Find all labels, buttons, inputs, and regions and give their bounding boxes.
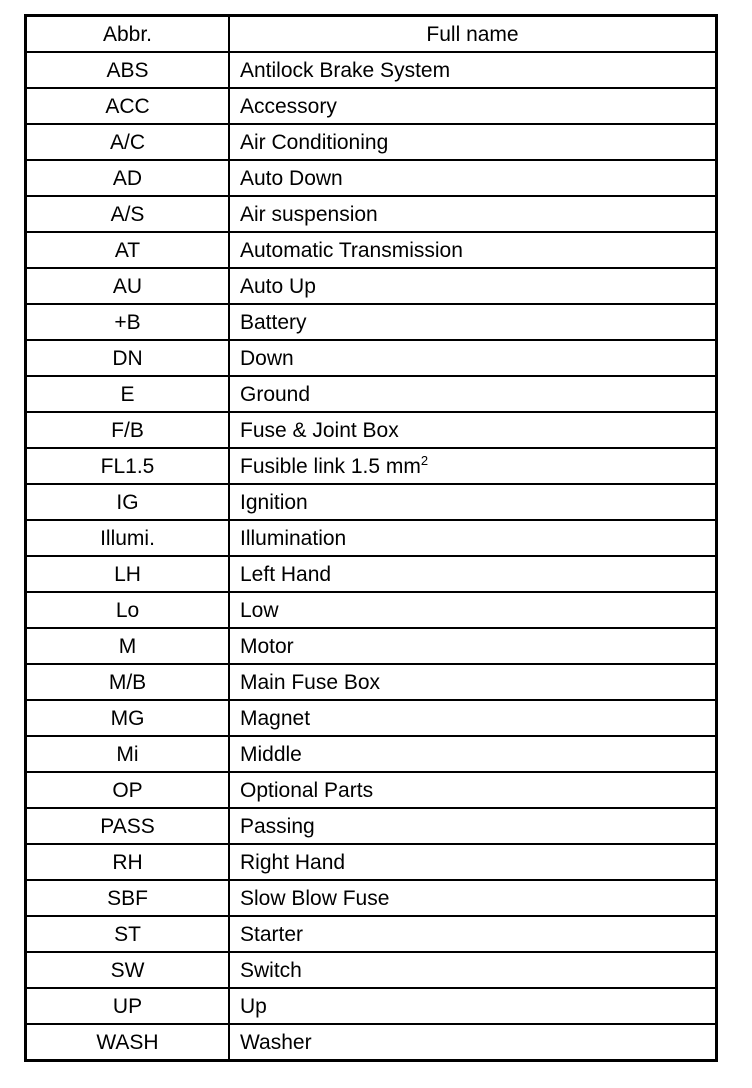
abbr-cell: M <box>26 628 230 664</box>
full-name-text: Fuse & Joint Box <box>240 418 399 442</box>
abbr-cell: +B <box>26 304 230 340</box>
full-name-cell <box>229 484 717 520</box>
abbr-cell: SBF <box>26 880 230 916</box>
full-name-text: Accessory <box>240 94 337 118</box>
abbr-cell: F/B <box>26 412 230 448</box>
abbr-cell: AT <box>26 232 230 268</box>
full-name-cell <box>229 52 717 88</box>
abbr-cell: IG <box>26 484 230 520</box>
full-name-text: Slow Blow Fuse <box>240 886 390 910</box>
abbr-cell: PASS <box>26 808 230 844</box>
full-name-text: Up <box>240 994 267 1018</box>
abbr-cell: E <box>26 376 230 412</box>
table-row <box>26 664 717 700</box>
full-name-cell <box>229 700 717 736</box>
full-name-cell <box>229 448 717 484</box>
table-row <box>26 160 717 196</box>
full-name-cell <box>229 268 717 304</box>
abbr-cell: ACC <box>26 88 230 124</box>
abbr-cell: Lo <box>26 592 230 628</box>
full-name-text: Low <box>240 598 279 622</box>
full-name-text: Fusible link 1.5 mm <box>240 454 421 478</box>
table-row <box>26 376 717 412</box>
full-name-cell <box>229 880 717 916</box>
table-row <box>26 304 717 340</box>
abbr-cell: RH <box>26 844 230 880</box>
abbr-cell: Mi <box>26 736 230 772</box>
table-row <box>26 520 717 556</box>
table-row <box>26 952 717 988</box>
table-row <box>26 592 717 628</box>
table-row <box>26 484 717 520</box>
full-name-text: Switch <box>240 958 302 982</box>
full-name-cell <box>229 664 717 700</box>
table-row <box>26 124 717 160</box>
table-row <box>26 916 717 952</box>
full-name-text: Ignition <box>240 490 308 514</box>
abbr-cell: ABS <box>26 52 230 88</box>
full-name-text: Middle <box>240 742 302 766</box>
full-name-text: Left Hand <box>240 562 332 586</box>
table-row <box>26 880 717 916</box>
abbr-cell: MG <box>26 700 230 736</box>
table-row <box>26 844 717 880</box>
full-name-cell <box>229 556 717 592</box>
full-name-text: Optional Parts <box>240 778 374 802</box>
full-name-text: Antilock Brake System <box>240 58 451 82</box>
full-name-cell <box>229 808 717 844</box>
full-name-text: Passing <box>240 814 315 838</box>
full-name-text: Main Fuse Box <box>240 670 381 694</box>
full-name-text: Right Hand <box>240 850 346 874</box>
table-row <box>26 88 717 124</box>
full-name-cell <box>229 412 717 448</box>
abbr-cell: WASH <box>26 1024 230 1061</box>
abbr-cell: AD <box>26 160 230 196</box>
abbr-cell: UP <box>26 988 230 1024</box>
abbr-column-header: Abbr. <box>26 16 230 53</box>
table-row <box>26 700 717 736</box>
full-name-cell <box>229 988 717 1024</box>
full-name-column-header: Full name <box>229 16 717 53</box>
full-name-cell <box>229 772 717 808</box>
full-name-cell <box>229 304 717 340</box>
full-name-cell <box>229 628 717 664</box>
abbr-cell: Illumi. <box>26 520 230 556</box>
abbr-cell: A/C <box>26 124 230 160</box>
table-row <box>26 556 717 592</box>
full-name-cell <box>229 196 717 232</box>
full-name-cell <box>229 1024 717 1061</box>
full-name-cell <box>229 88 717 124</box>
table-row <box>26 52 717 88</box>
abbr-cell: OP <box>26 772 230 808</box>
full-name-text: Starter <box>240 922 304 946</box>
full-name-text: Automatic Transmission <box>240 238 463 262</box>
full-name-text: Washer <box>240 1030 312 1054</box>
table-row <box>26 736 717 772</box>
full-name-text: Magnet <box>240 706 311 730</box>
full-name-text: Air suspension <box>240 202 378 226</box>
superscript: 2 <box>420 452 429 468</box>
abbr-cell: AU <box>26 268 230 304</box>
table-row <box>26 988 717 1024</box>
full-name-cell <box>229 520 717 556</box>
full-name-cell <box>229 124 717 160</box>
abbr-cell: A/S <box>26 196 230 232</box>
table-row <box>26 232 717 268</box>
table-row <box>26 340 717 376</box>
abbreviation-table <box>24 14 718 1062</box>
full-name-cell <box>229 376 717 412</box>
full-name-text: Battery <box>240 310 307 334</box>
full-name-cell <box>229 736 717 772</box>
abbr-cell: SW <box>26 952 230 988</box>
full-name-text: Auto Down <box>240 166 343 190</box>
full-name-cell <box>229 916 717 952</box>
full-name-cell <box>229 952 717 988</box>
full-name-text: Illumination <box>240 526 347 550</box>
abbr-cell: ST <box>26 916 230 952</box>
table-header-row <box>26 16 717 53</box>
full-name-cell <box>229 592 717 628</box>
table-row <box>26 772 717 808</box>
full-name-text: Auto Up <box>240 274 316 298</box>
table-row <box>26 448 717 484</box>
table-row <box>26 196 717 232</box>
abbr-cell: FL1.5 <box>26 448 230 484</box>
table-row <box>26 412 717 448</box>
table-body <box>26 52 717 1061</box>
full-name-cell <box>229 160 717 196</box>
abbr-cell: DN <box>26 340 230 376</box>
full-name-cell <box>229 844 717 880</box>
abbr-cell: M/B <box>26 664 230 700</box>
full-name-cell <box>229 340 717 376</box>
abbr-cell: LH <box>26 556 230 592</box>
full-name-text: Air Conditioning <box>240 130 389 154</box>
table-row <box>26 628 717 664</box>
table-row <box>26 808 717 844</box>
full-name-text: Motor <box>240 634 294 658</box>
full-name-cell <box>229 232 717 268</box>
table-row <box>26 1024 717 1061</box>
full-name-text: Down <box>240 346 294 370</box>
full-name-text: Ground <box>240 382 311 406</box>
table-row <box>26 268 717 304</box>
